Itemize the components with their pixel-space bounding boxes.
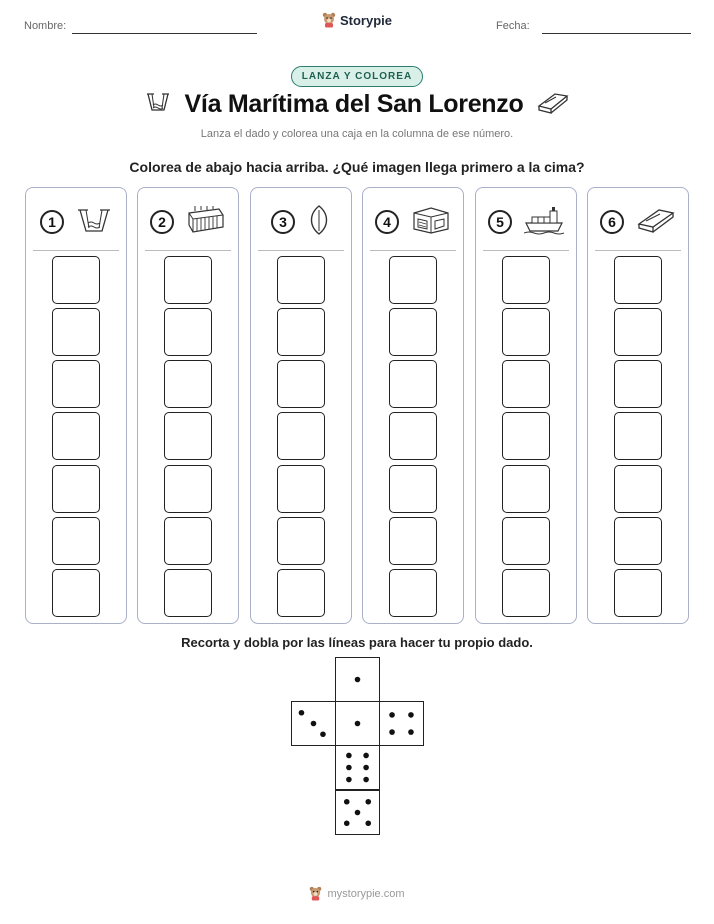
color-box[interactable]	[277, 256, 325, 304]
color-box[interactable]	[502, 569, 550, 617]
page-title: Vía Marítima del San Lorenzo	[184, 90, 524, 118]
brand-name: Storypie	[339, 12, 392, 28]
column-3	[250, 187, 352, 624]
color-box[interactable]	[614, 308, 662, 356]
color-box[interactable]	[277, 465, 325, 513]
color-box[interactable]	[502, 517, 550, 565]
column-divider	[370, 250, 456, 251]
die-face-3	[291, 701, 336, 746]
column-header	[588, 204, 688, 240]
column-header	[251, 204, 351, 240]
color-box[interactable]	[614, 569, 662, 617]
brand-logo	[0, 12, 714, 33]
die-instruction: Recorta y dobla por las líneas para hacer tu propio dado.	[181, 635, 533, 650]
cargo-ship-icon	[524, 205, 564, 240]
color-box[interactable]	[277, 360, 325, 408]
bear-logo-icon	[322, 12, 336, 28]
column-number: 3	[271, 210, 295, 234]
color-box[interactable]	[52, 308, 100, 356]
canal-lock-icon	[76, 205, 112, 240]
die-face-1	[335, 701, 380, 746]
color-box[interactable]	[164, 308, 212, 356]
color-box[interactable]	[389, 308, 437, 356]
column-divider	[33, 250, 119, 251]
color-box[interactable]	[389, 465, 437, 513]
color-box[interactable]	[52, 517, 100, 565]
column-6	[587, 187, 689, 624]
color-box[interactable]	[614, 256, 662, 304]
color-box[interactable]	[614, 517, 662, 565]
column-divider	[483, 250, 569, 251]
column-number: 2	[150, 210, 174, 234]
color-box[interactable]	[277, 308, 325, 356]
name-label: Nombre:	[24, 20, 67, 32]
color-box[interactable]	[277, 517, 325, 565]
color-box[interactable]	[502, 256, 550, 304]
column-header	[26, 204, 126, 240]
color-box[interactable]	[52, 360, 100, 408]
die-face-6	[335, 745, 380, 790]
color-box[interactable]	[389, 412, 437, 460]
die-face-4	[379, 701, 424, 746]
ingot-icon	[537, 90, 569, 119]
color-box[interactable]	[164, 517, 212, 565]
seed-icon	[307, 204, 331, 241]
bear-logo-icon	[309, 886, 322, 901]
color-box[interactable]	[389, 517, 437, 565]
color-box[interactable]	[52, 569, 100, 617]
color-box[interactable]	[164, 360, 212, 408]
date-line[interactable]	[542, 33, 691, 34]
color-box[interactable]	[502, 308, 550, 356]
die-face-5	[335, 790, 380, 835]
column-header	[138, 204, 238, 240]
lock-gate-icon	[411, 205, 451, 240]
color-box[interactable]	[52, 412, 100, 460]
color-box[interactable]	[389, 360, 437, 408]
color-box[interactable]	[277, 412, 325, 460]
column-5	[475, 187, 577, 624]
color-box[interactable]	[502, 360, 550, 408]
footer	[0, 886, 714, 904]
column-header	[476, 204, 576, 240]
color-box[interactable]	[164, 569, 212, 617]
column-divider	[145, 250, 231, 251]
color-box[interactable]	[502, 412, 550, 460]
color-box[interactable]	[614, 465, 662, 513]
canal-lock-icon	[145, 90, 171, 119]
color-box[interactable]	[52, 256, 100, 304]
footer-url[interactable]: mystorypie.com	[327, 887, 405, 900]
color-box[interactable]	[164, 465, 212, 513]
date-label: Fecha:	[496, 20, 530, 32]
column-header	[363, 204, 463, 240]
subtitle: Lanza el dado y colorea una caja en la columna de ese número.	[200, 128, 514, 140]
column-4	[362, 187, 464, 624]
color-box[interactable]	[389, 569, 437, 617]
column-divider	[258, 250, 344, 251]
instruction: Colorea de abajo hacia arriba. ¿Qué imagen llega primero a la cima?	[129, 159, 585, 175]
color-box[interactable]	[164, 412, 212, 460]
name-line[interactable]	[72, 33, 257, 34]
color-box[interactable]	[52, 465, 100, 513]
activity-badge: LANZA Y COLOREA	[291, 66, 423, 87]
dam-icon	[186, 205, 226, 240]
color-box[interactable]	[502, 465, 550, 513]
column-number: 5	[488, 210, 512, 234]
column-number: 1	[40, 210, 64, 234]
column-divider	[595, 250, 681, 251]
column-2	[137, 187, 239, 624]
color-box[interactable]	[614, 412, 662, 460]
die-face-1	[335, 657, 380, 702]
ingot-icon	[636, 206, 676, 239]
color-box[interactable]	[389, 256, 437, 304]
column-number: 6	[600, 210, 624, 234]
color-box[interactable]	[164, 256, 212, 304]
column-1	[25, 187, 127, 624]
column-number: 4	[375, 210, 399, 234]
color-box[interactable]	[277, 569, 325, 617]
color-box[interactable]	[614, 360, 662, 408]
